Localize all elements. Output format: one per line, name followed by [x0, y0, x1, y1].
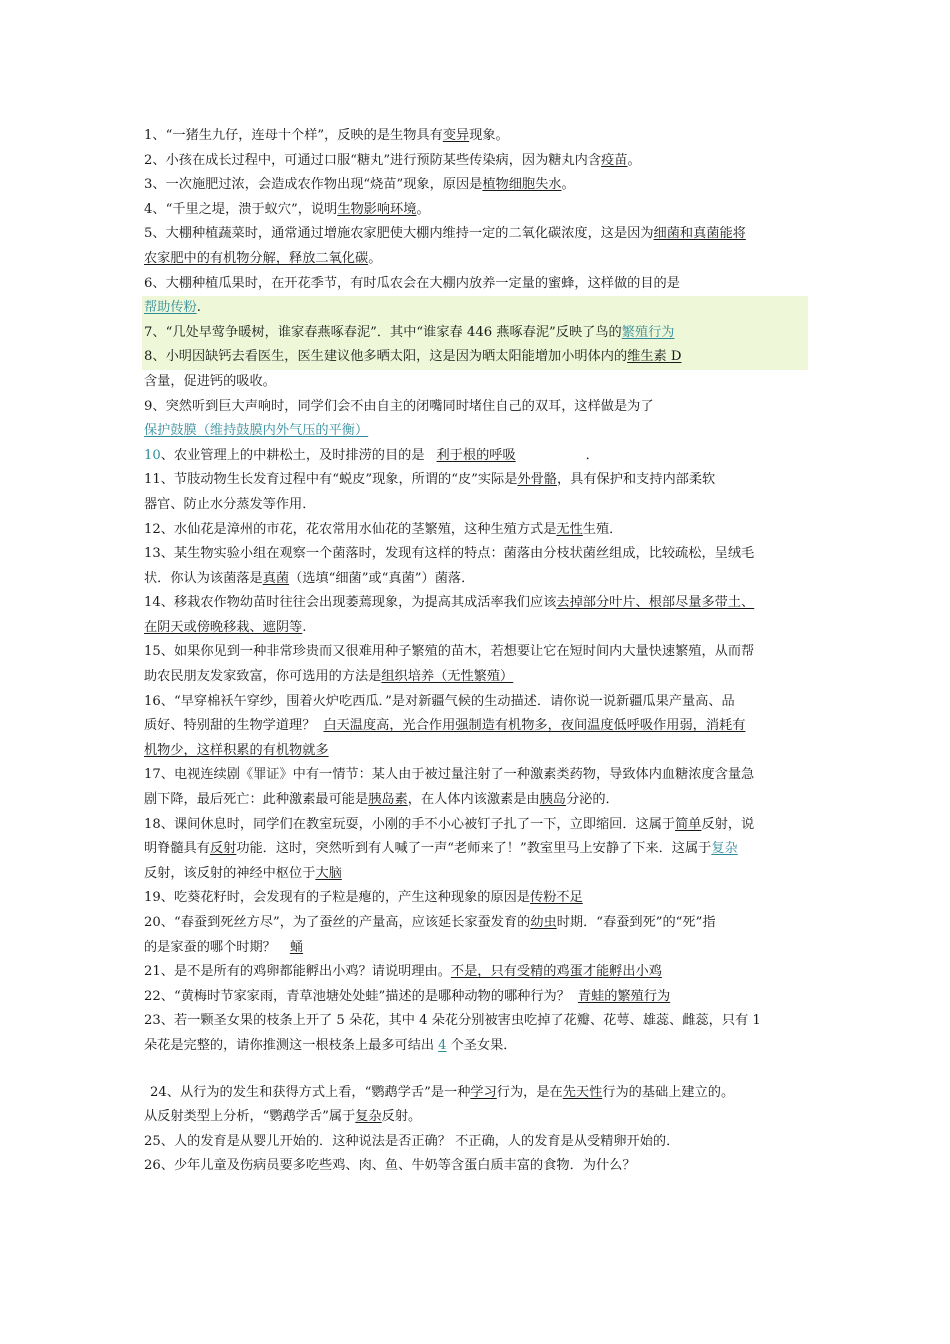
answer: 植物细胞失水 — [482, 177, 562, 193]
question-26 — [144, 1154, 814, 1179]
question-6-answer — [144, 296, 808, 321]
question-text: ，在人体内该激素是由 — [407, 792, 540, 808]
question-23-cont — [144, 1034, 814, 1059]
answer: 复杂 — [355, 1109, 382, 1125]
answer: 复杂 — [711, 841, 738, 857]
question-text: 8、小明因缺钙去看医生，医生建议他多晒太阳，这是因为晒太阳能增加小明体内的 — [144, 349, 628, 365]
answer: 繁殖行为 — [621, 324, 675, 340]
question-text: 19、吃葵花籽时，会发现有的子粒是瘪的，产生这种现象的原因是 — [144, 890, 531, 906]
question-24-cont — [144, 1105, 814, 1130]
answer: 细菌和真菌能将 — [653, 226, 746, 242]
question-9 — [144, 395, 814, 420]
question-text: 。 — [416, 201, 430, 217]
question-text: 功能．这时，突然听到有人喊了一声“老师来了！”教室里马上安静了下来．这属于 — [236, 841, 712, 857]
question-text: 12、水仙花是漳州的市花，花农常用水仙花的茎繁殖，这种生殖方式是 — [144, 521, 557, 537]
question-text: 剧下降，最后死亡：此种激素最可能是 — [144, 792, 369, 808]
question-8 — [144, 345, 808, 370]
question-text: 3、一次施肥过浓，会造成农作物出现“烧苗”现象，原因是 — [144, 177, 483, 193]
answer: 胰岛素 — [368, 792, 408, 808]
question-text: 25、人的发育是从婴儿开始的．这种说法是否正确？ 不正确，人的发育是从受精卵开始的． — [144, 1133, 680, 1149]
question-text: （选填“细菌”或“真菌”）菌落． — [289, 570, 475, 586]
question-16-cont — [144, 714, 814, 739]
question-text: 5、大棚种植蔬菜时，通常通过增施农家肥使大棚内维持一定的二氧化碳浓度，这是因为 — [144, 226, 654, 242]
answer: 机物少，这样积累的有机物就多 — [144, 742, 329, 758]
answer: 农家肥中的有机物分解，释放二氧化碳 — [144, 250, 369, 266]
question-text: 1、“一猪生九仔，连母十个样”，反映的是生物具有 — [144, 128, 443, 143]
question-12 — [144, 518, 814, 543]
question-21 — [144, 960, 814, 985]
question-text: 4、“千里之堤，溃于蚁穴”，说明 — [144, 201, 338, 217]
question-text: 时期．“春蚕到死”的“死”指 — [556, 915, 716, 930]
question-text: 器官、防止水分蒸发等作用． — [144, 496, 316, 512]
question-text: 26、少年儿童及伤病员要多吃些鸡、肉、鱼、牛奶等含蛋白质丰富的食物．为什么？ — [144, 1158, 636, 1174]
answer: 传粉不足 — [530, 890, 583, 906]
question-text: 13、某生物实验小组在观察一个菌落时，发现有这样的特点：菌落由分枝状菌丝组成，比较疏松，呈绒毛 — [144, 546, 755, 562]
answer: 帮助传粉 — [144, 300, 197, 316]
answer: 学习 — [470, 1084, 497, 1100]
question-15 — [144, 640, 814, 665]
question-text: ． — [585, 447, 599, 463]
question-25 — [144, 1130, 814, 1155]
question-17 — [144, 763, 814, 788]
question-text: 20、“春蚕到死丝方尽”，为了蚕丝的产量高，应该延长家蚕发育的 — [144, 915, 531, 930]
answer: 真菌 — [262, 570, 290, 586]
answer: 变异 — [442, 128, 470, 143]
question-text: 21、是不是所有的鸡卵都能孵出小鸡？请说明理由。 — [144, 964, 451, 980]
question-text: 15、如果你见到一种非常珍贵而又很难用种子繁殖的苗木，若想要让它在短时间内大量快速繁殖，从而帮 — [144, 644, 755, 660]
question-1 — [144, 124, 814, 149]
answer: 不是，只有受精的鸡蛋才能孵出小鸡 — [450, 964, 662, 980]
answer: 简单 — [675, 816, 702, 832]
question-text: 。 — [368, 250, 382, 266]
question-10 — [144, 444, 814, 469]
question-text: . — [196, 300, 201, 316]
answer: 胰岛 — [539, 792, 566, 808]
question-list — [144, 124, 814, 1179]
question-text: 9、突然听到巨大声响时，同学们会不由自主的闭嘴同时堵住自己的双耳，这样做是为了 — [144, 398, 654, 414]
question-text: 现象。 — [469, 128, 509, 143]
question-text: 24、从行为的发生和获得方式上看，“鹦鹉学舌”是一种 — [150, 1084, 471, 1100]
question-text: 行为的基础上建立的。 — [602, 1084, 735, 1100]
question-text: 6、大棚种植瓜果时，在开花季节，有时瓜农会在大棚内放养一定量的蜜蜂，这样做的目的是 — [144, 275, 680, 291]
answer: 蛹 — [289, 939, 304, 955]
question-20-cont — [144, 936, 814, 961]
question-text: 7、“几处早莺争暖树，谁家春燕啄春泥”．其中“谁家春 446 燕啄春泥”反映了鸟的 — [144, 324, 622, 340]
question-14-cont — [144, 616, 814, 641]
answer: 维生素 D — [627, 349, 682, 365]
question-9-answer — [144, 419, 814, 444]
question-8-cont — [144, 370, 814, 395]
question-5 — [144, 222, 814, 247]
question-5-cont — [144, 247, 814, 272]
question-19 — [144, 886, 814, 911]
question-24 — [144, 1081, 814, 1106]
question-text: 行为，是在 — [496, 1084, 563, 1100]
question-18 — [144, 813, 814, 838]
question-text: 朵花是完整的，请你推测这一根枝条上最多可结出 — [144, 1037, 435, 1053]
question-text: 2、小孩在成长过程中，可通过口服“糖丸”进行预防某些传染病，因为糖丸内含 — [144, 152, 602, 168]
question-text: 状．你认为该菌落是 — [144, 570, 263, 586]
question-text: 22、“黄梅时节家家雨，青草池塘处处蛙”描述的是哪种动物的哪种行为？ — [144, 988, 570, 1004]
question-text: ，具有保护和支持内部柔软 — [557, 472, 716, 488]
question-2 — [144, 149, 814, 174]
question-text: 18、课间休息时，同学们在教室玩耍，小刚的手不小心被钉子扎了一下，立即缩回．这属于 — [144, 816, 676, 832]
question-text: 反射，说 — [701, 816, 755, 832]
spacer — [144, 1059, 814, 1081]
answer: 在阴天或傍晚移栽、遮阴等 — [144, 619, 303, 635]
question-13 — [144, 542, 814, 567]
answer: 大脑 — [315, 865, 342, 881]
question-18-cont2 — [144, 862, 814, 887]
answer: 去掉部分叶片、根部尽量多带土、 — [556, 595, 755, 611]
question-text: 23、若一颗圣女果的枝条上开了 5 朵花，其中 4 朵花分别被害虫吃掉了花瓣、花萼、雄蕊、雌蕊，只有 1 — [144, 1013, 761, 1029]
question-11-cont — [144, 493, 814, 518]
question-3 — [144, 173, 814, 198]
highlight-block — [142, 296, 808, 370]
question-16-cont2 — [144, 739, 814, 764]
answer: 利于根的呼吸 — [436, 447, 516, 463]
answer: 青蛙的繁殖行为 — [577, 988, 671, 1004]
answer: 白天温度高，光合作用强制造有机物多，夜间温度低呼吸作用弱，消耗有 — [323, 718, 746, 734]
question-text: 。 — [561, 177, 575, 193]
answer: 幼虫 — [530, 915, 557, 930]
question-text: 16、“早穿棉袄午穿纱，围着火炉吃西瓜．”是对新疆气候的生动描述．请你说一说新疆瓜果产量高、品 — [144, 693, 735, 709]
question-text: 反射，该反射的神经中枢位于 — [144, 865, 316, 881]
question-text: 。 — [627, 152, 641, 168]
answer: 保护鼓膜（维持鼓膜内外气压的平衡） — [144, 423, 369, 439]
question-text: 17、电视连续剧《罪证》中有一情节：某人由于被过量注射了一种激素类药物，导致体内血糖浓度含量急 — [144, 767, 755, 783]
question-text: . — [302, 619, 307, 635]
question-7 — [144, 321, 808, 346]
answer: 疫苗 — [601, 152, 628, 168]
question-text: 11、节肢动物生长发育过程中有“蜕皮”现象，所谓的“皮”实际是 — [144, 472, 518, 488]
question-14 — [144, 591, 814, 616]
answer: 无性 — [556, 521, 583, 537]
question-22 — [144, 985, 814, 1010]
answer: 外骨骼 — [517, 472, 557, 488]
question-text: 明脊髓具有 — [144, 841, 210, 857]
answer: 4 — [438, 1037, 447, 1053]
question-text: 的是家蚕的哪个时期？ — [144, 939, 276, 955]
question-15-cont — [144, 665, 814, 690]
question-text: 质好、特别甜的生物学道理？ — [144, 718, 316, 734]
question-number: 10 — [144, 447, 161, 463]
question-text: 14、移栽农作物幼苗时往往会出现萎蔫现象，为提高其成活率我们应该 — [144, 595, 557, 611]
question-6 — [144, 272, 814, 297]
question-text: 个圣女果． — [450, 1037, 517, 1053]
question-16 — [144, 690, 814, 715]
question-text: 生殖． — [582, 521, 623, 537]
question-20 — [144, 911, 814, 936]
question-text: 分泌的． — [566, 792, 619, 808]
question-23 — [144, 1009, 814, 1034]
question-text: 助农民朋友发家致富，你可选用的方法是 — [144, 669, 382, 685]
question-text: 、农业管理上的中耕松土，及时排涝的目的是 — [160, 447, 425, 463]
question-4 — [144, 198, 814, 223]
question-text: 从反射类型上分析，“鹦鹉学舌”属于 — [144, 1109, 356, 1125]
answer: 组织培养（无性繁殖） — [381, 669, 514, 685]
answer: 先天性 — [562, 1084, 603, 1100]
question-11 — [144, 468, 814, 493]
question-text: 含量，促进钙的吸收。 — [144, 373, 276, 389]
answer: 生物影响环境 — [337, 201, 417, 217]
question-17-cont — [144, 788, 814, 813]
question-18-cont — [144, 837, 814, 862]
answer: 反射 — [209, 841, 237, 857]
question-13-cont — [144, 567, 814, 592]
question-text: 反射。 — [381, 1109, 422, 1125]
